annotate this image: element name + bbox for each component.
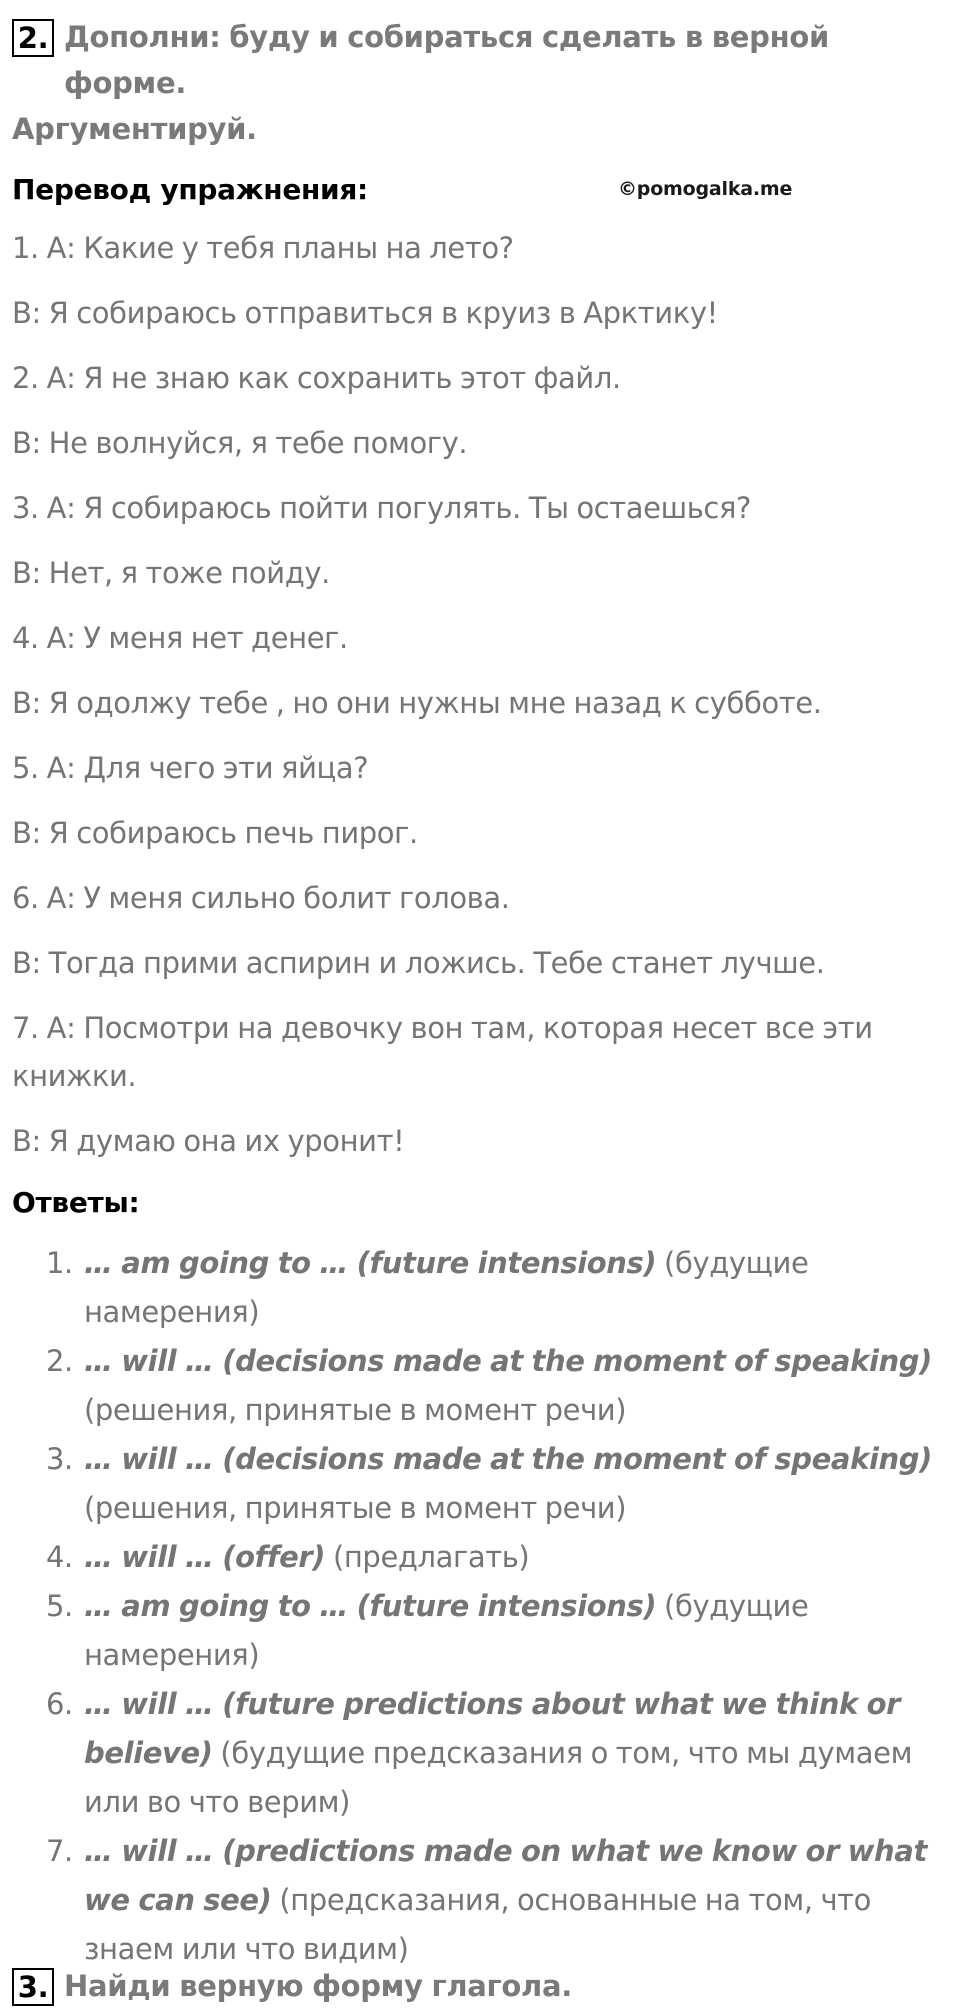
dialog-line: 5. А: Для чего эти яйца?	[12, 751, 369, 785]
answers-list	[12, 1239, 950, 1974]
dialog-line: 1. А: Какие у тебя планы на лето?	[12, 231, 514, 265]
task-3-title: Найди верную форму глагола.	[64, 1969, 572, 2003]
dialog-line: 3. А: Я собираюсь пойти погулять. Ты остаешься?	[12, 491, 751, 525]
task-3-number: 3.	[12, 1968, 54, 2006]
answer-number: 6.	[46, 1687, 73, 1721]
watermark: ©pomogalka.me	[618, 178, 793, 200]
answer-russian: (предлагать)	[325, 1540, 530, 1574]
answers-title: Ответы:	[12, 1186, 140, 1219]
dialog-list	[12, 224, 950, 1165]
answer-russian: (предсказания, основанные на том, что знаем или что видим)	[84, 1883, 872, 1966]
dialog-line: В: Нет, я тоже пойду.	[12, 556, 330, 590]
task-2-number: 2.	[12, 19, 54, 57]
answer-item	[12, 1680, 950, 1827]
answer-number: 2.	[46, 1344, 73, 1378]
dialog-line: В: Я одолжу тебе , но они нужны мне назад к субботе.	[12, 686, 822, 720]
task-2-title	[12, 14, 950, 152]
answer-russian: (будущие предсказания о том, что мы думаем или во что верим)	[84, 1736, 913, 1819]
answer-number: 5.	[46, 1589, 73, 1623]
answer-english: … am going to … (future intensions)	[84, 1246, 657, 1280]
answer-english: … am going to … (future intensions)	[84, 1589, 657, 1623]
answer-number: 1.	[46, 1246, 73, 1280]
task-2-title-line1: Дополни: буду и собираться сделать в верной форме.	[64, 20, 829, 100]
answer-item	[12, 1582, 950, 1680]
answer-russian: (будущие намерения)	[84, 1246, 809, 1329]
dialog-line: В: Тогда прими аспирин и ложись. Тебе станет лучше.	[12, 946, 825, 980]
dialog-line: В: Я думаю она их уронит!	[12, 1124, 405, 1158]
answer-english: … will … (future predictions about what we think or believe)	[84, 1687, 901, 1770]
answer-item	[12, 1435, 950, 1533]
answer-russian: (решения, принятые в момент речи)	[84, 1491, 627, 1525]
answer-number: 7.	[46, 1834, 73, 1868]
dialog-line: В: Я собираюсь отправиться в круиз в Арктику!	[12, 296, 718, 330]
answer-russian: (будущие намерения)	[84, 1589, 809, 1672]
answer-english: … will … (decisions made at the moment of speaking)	[84, 1442, 932, 1476]
answer-item	[12, 1533, 950, 1582]
dialog-line: 7. А: Посмотри на девочку вон там, которая несет все эти книжки.	[12, 1011, 873, 1093]
answer-number: 3.	[46, 1442, 73, 1476]
answer-item	[12, 1827, 950, 1974]
dialog-line: 4. А: У меня нет денег.	[12, 621, 348, 655]
translation-title: Перевод упражнения:	[12, 173, 368, 206]
answer-english: … will … (offer)	[84, 1540, 326, 1574]
dialog-line: В: Не волнуйся, я тебе помогу.	[12, 426, 468, 460]
dialog-line: 6. А: У меня сильно болит голова.	[12, 881, 510, 915]
dialog-line: 2. А: Я не знаю как сохранить этот файл.	[12, 361, 621, 395]
dialog-line: В: Я собираюсь печь пирог.	[12, 816, 418, 850]
task-3-header	[12, 1963, 572, 2009]
answer-russian: (решения, принятые в момент речи)	[84, 1393, 627, 1427]
answer-number: 4.	[46, 1540, 73, 1574]
task-2-title-line2: Аргументируй.	[12, 112, 257, 146]
answer-item	[12, 1239, 950, 1337]
task-2-header	[12, 14, 950, 152]
answer-english: … will … (decisions made at the moment of speaking)	[84, 1344, 932, 1378]
answer-english: … will … (predictions made on what we know or what we can see)	[84, 1834, 927, 1917]
answer-item	[12, 1337, 950, 1435]
